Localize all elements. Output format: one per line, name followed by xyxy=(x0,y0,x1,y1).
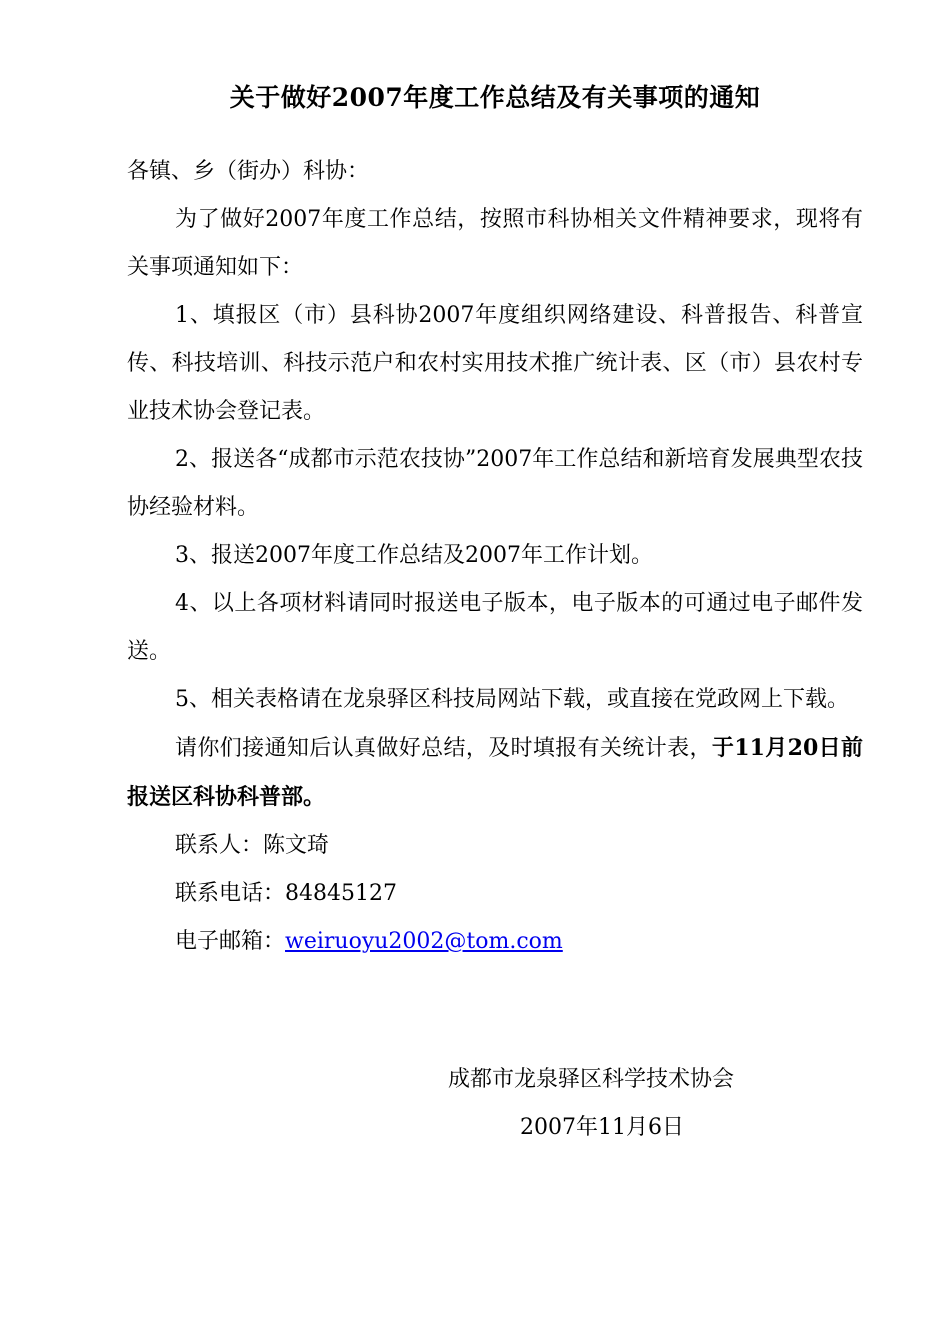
document-title: 关于做好2007年度工作总结及有关事项的通知 xyxy=(229,83,761,112)
email-link[interactable]: weiruoyu2002@tom.com xyxy=(285,929,563,954)
phone-label: 联系电话： xyxy=(175,881,286,906)
signature-organization: 成都市龙泉驿区科学技术协会 xyxy=(448,1067,735,1092)
phone-number: 84845127 xyxy=(285,881,397,906)
contact-person-label: 联系人： xyxy=(175,833,264,858)
signature-date: 2007年11月6日 xyxy=(520,1115,684,1140)
email-line xyxy=(127,918,863,966)
document-body xyxy=(127,148,863,966)
closing-paragraph xyxy=(127,724,863,822)
contact-person-line xyxy=(127,822,863,870)
closing-text: 请你们接通知后认真做好总结，及时填报有关统计表， xyxy=(175,736,712,761)
phone-line xyxy=(127,870,863,918)
list-item-2: 2、报送各“成都市示范农技协”2007年工作总结和新培育发展典型农技协经验材料。 xyxy=(127,447,863,520)
list-item-5: 5、相关表格请在龙泉驿区科技局网站下载，或直接在党政网上下载。 xyxy=(175,687,849,712)
list-item-1: 1、填报区（市）县科协2007年度组织网络建设、科普报告、科普宣传、科技培训、科技示范户和农村实用技术推广统计表、区（市）县农村专业技术协会登记表。 xyxy=(127,303,863,424)
closing-deadline: 于11月20日前报送区科协科普部。 xyxy=(127,735,863,810)
salutation: 各镇、乡（街办）科协： xyxy=(127,159,370,184)
intro-paragraph: 为了做好2007年度工作总结，按照市科协相关文件精神要求，现将有关事项通知如下： xyxy=(127,207,863,280)
contact-person-name: 陈文琦 xyxy=(263,833,330,858)
list-item-4: 4、以上各项材料请同时报送电子版本，电子版本的可通过电子邮件发送。 xyxy=(127,591,863,664)
email-label: 电子邮箱： xyxy=(175,929,286,954)
list-item-3: 3、报送2007年度工作总结及2007年工作计划。 xyxy=(175,543,653,568)
